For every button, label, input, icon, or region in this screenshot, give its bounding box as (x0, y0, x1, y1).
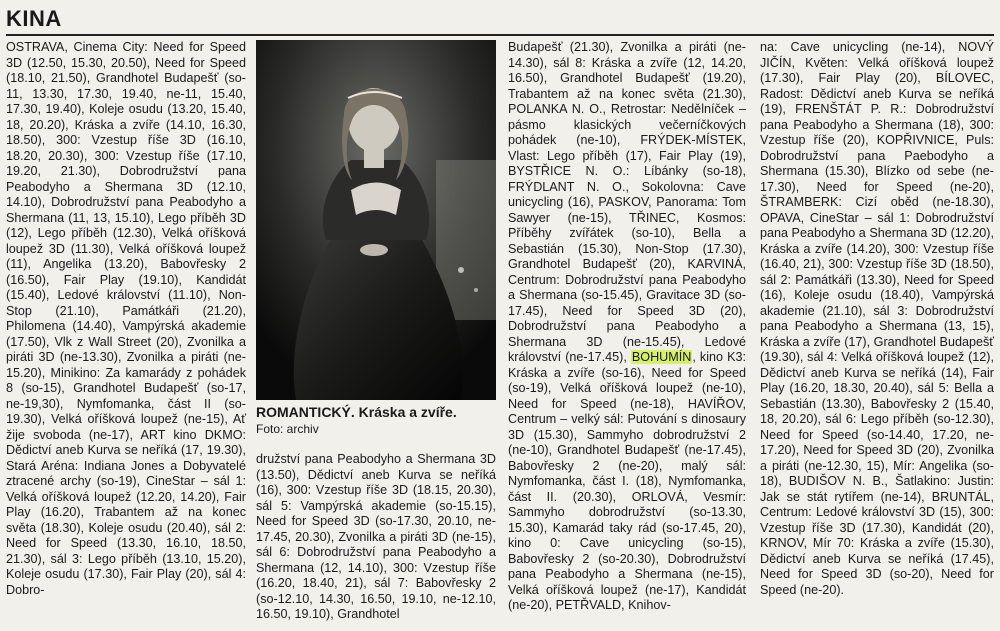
listing-text: družství pana Peabodyho a Shermana 3D (13.50), Dědictví aneb Kurva se neříká (16), 300: Vzestup říše 3D (18.15, 20.30), sál 5: Vampýrská akademie (so-15.15), Need for Speed 3D (so-17.30, 20.10, ne-17.45, 20.30), Zvonilka a piráti 3D (ne-15), sál 6: Dobrodružství pana Peabodyho a Shermana (12, 14.10), 300: Vzestup říše (16.20, 18.40, 21), sál 7: Babovřesky 2 (so-12.10, 14.30, 16.50, 19.10, ne-12.10, 16.50, 19.10), Grandhotel (256, 452, 496, 621)
highlighted-town: BOHUMÍN (631, 350, 692, 364)
film-still-photo (256, 40, 496, 400)
listing-column-2 (256, 452, 496, 623)
listing-text: na: Cave unicycling (ne-14), NOVÝ JIČÍN, Květen: Velká oříšková loupež (17.30), Fair Play (20), BÍLOVEC, Radost: Dědictví aneb Kurva se neříká (19), FRENŠTÁT P. R.: Dobrodružství pana Peabodyho a Shermana (18), 300: Vzestup říše (20), KOPŘIVNICE, Puls: Dobrodružství pana Paebodyho a Shermana (15.30), Blízko od sebe (ne-17.30), Need for Speed (ne-20), ŠTRAMBERK: Cizí oběd (ne-18.30), OPAVA, CineStar – sál 1: Dobrodružství pana Peabodyho a Shermana 3D (12.20), Kráska a zvíře (14.20), 300: Vzestup říše (16.40, 21), 300: Vzestup říše 3D (18.50), sál 2: Památkáři (13.30), Need for Speed (16), Koleje osudu (18.40), Vampýrská akademie (21.10), sál 3: Dobrodružství pana Peabodyho a Shermana (13, 15), Kráska a zvíře (17), Grandhotel Budapešť (19.30), sál 4: Velká oříšková loupež (12), Dědictví aneb Kurva se neříká (14), Fair Play (16.20, 18.30, 20.40), sál 5: Bella a Sebastián (13.30), Babovřesky 2 (15.40, 18, 20.20), sál 6: Lego příběh (so-12.30), Need for Speed (so-14.40, 17.20, ne-17.20), Need for Speed 3D (20), Zvonilka a piráti (ne-12.30, 15), Mír: Angelika (so-18), BUDIŠOV N. B., Šatlakino: Justin: Jak se stát rytířem (ne-14), BRUNTÁL, Centrum: Ledové království 3D (15), 300: Vzestup říše 3D (17.30), Kandidát (20), KRNOV, Mír 70: Kráska a zvíře (15.30), Dědictví aneb Kurva se neříká (17.45), Need for Speed 3D (so-20), Need for Speed (ne-20). (760, 40, 994, 597)
photo-caption (256, 404, 496, 438)
listing-column-1 (6, 40, 246, 598)
listing-column-4 (760, 40, 994, 598)
section-title: KINA (6, 6, 62, 31)
section-header (6, 4, 994, 36)
woman-in-gown-image (256, 40, 496, 400)
photo-credit: Foto: archiv (256, 422, 319, 436)
listing-text: Budapešť (21.30), Zvonilka a piráti (ne-14.30), sál 8: Kráska a zvíře (12, 14.20, 16.50), Grandhotel Budapešť (19.20), Trabantem až na konec světa (21.30), POLANKA N. O., Retrostar: Nedělníček – pásmo klasických večerníčkových pohádek (ne-10), FRÝDEK-MÍSTEK, Vlast: Lego příběh (17), Fair Play (19), BYSTŘICE N. O.: Líbánky (so-18), FRÝDLANT N. O., Sokolovna: Cave unicycling (16), PASKOV, Panorama: Tom Sawyer (ne-15), TŘINEC, Kosmos: Příběhy zvířátek (so-10), Bella a Sebastián (15.30), Non-Stop (17.30), Grandhotel Budapešť (20), KARVINÁ, Centrum: Dobrodružství pana Peabodyho a Shermana (so-15.45), Gravitace 3D (so-17.45), Need for Speed 3D (20), Dobrodružství pana Peabodyho a Shermana 3D (ne-15.45), Ledové království (ne-17.45), BOHUMÍN, kino K3: Kráska a zvíře (so-16), Need for Speed (so-19), Velká oříšková loupež (ne-10), Need for Speed (ne-18), HAVÍŘOV, Centrum – velký sál: Putování s dinosaury 3D (15.30), Sammyho dobrodružství 2 (ne-10), Grandhotel Budapešť (ne-17.45), Babovřesky 2 (ne-20), malý sál: Nymfomanka, část I. (18), Nymfomanka, část II. (20.30), ORLOVÁ, Vesmír: Sammyho dobrodružství (so-13.30, 15.30), Kamarád taky rád (so-17.45, 20), kino 0: Cave unicycling (so-15), Babovřesky 2 (so-20.30), Dobrodružství pana Peabodyho a Shermana (ne-15), Velká oříšková loupež (ne-17), Kandidát (ne-20), PETŘVALD, Knihov- (508, 40, 746, 612)
listing-column-3 (508, 40, 746, 614)
caption-title: ROMANTICKÝ. Kráska a zvíře. (256, 404, 457, 420)
listing-text: OSTRAVA, Cinema City: Need for Speed 3D (12.50, 15.30, 20.50), Need for Speed (18.10, 21.50), Grandhotel Budapešť (so-11, 13.30, 17.30, 19.40, ne-11, 15.40, 17.30, 19.40), Koleje osudu (13.20, 15.40, 18, 20.20), Kráska a zvíře (14.10, 16.30, 18.50), 300: Vzestup říše 3D (16.10, 18.20, 20.30), 300: Vzestup říše (17.10, 19.20, 21.30), Dobrodružství pana Peabodyho a Shermana 3D (12.10, 14.10), Dobrodružství pana Peabodyho a Shermana (11, 13, 15.10), Lego příběh 3D (12), Lego příběh (12.30), Velká oříšková loupež 3D (11.30), Velká oříšková loupež (11), Angelika (13.20), Babovřesky 2 (16.50), Fair Play (19.10), Kandidát (15.40), Ledové království (11.10), Non-Stop (21.10), Památkáři (21.20), Philomena (14.40), Vampýrská akademie (17.50), Vlk z Wall Street (20), Zvonilka a piráti 3D (ne-13.30), Zvonilka a piráti (ne-15.20), Minikino: Za kamarády z pohádek 8 (so-15), Grandhotel Budapešť (so-17, ne-19,30), Nymfomanka, část II (so-19.30), Velká oříšková loupež (ne-15), Ať žije svoboda (ne-17), ART kino DKMO: Dědictví aneb Kurva se neříká (17, 19.30), Stará Aréna: Indiana Jones a Dobyvatelé ztracené archy (so-19), CineStar – sál 1: Velká oříšková loupež (12.20, 14.20), Fair Play (16.20), Trabantem až na konec světa (18.30), Koleje osudu (20.40), sál 2: Need for Speed (13.30, 16.10, 18.50, 21.30), sál 3: Lego příběh (13.10, 15.20), Koleje osudu (17.30), Fair Play (20), sál 4: Dobro- (6, 40, 246, 597)
